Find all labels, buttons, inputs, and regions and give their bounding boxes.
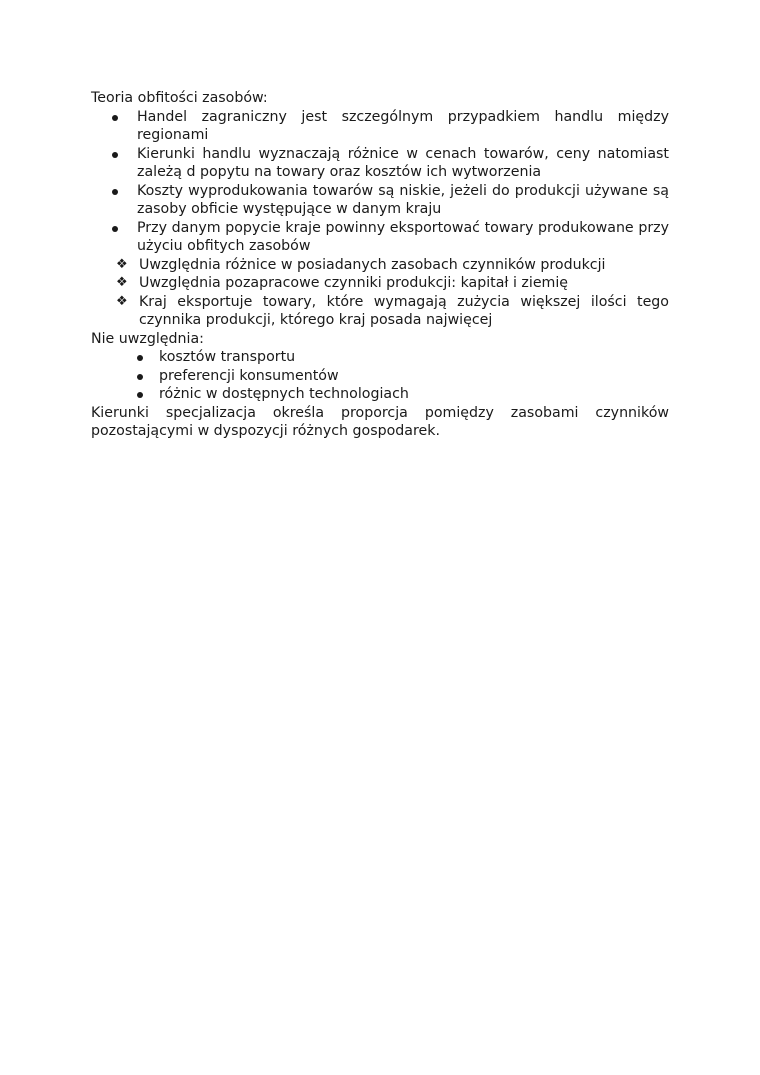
diamond-bullet-list bbox=[91, 256, 669, 330]
list-item bbox=[91, 348, 669, 367]
diamond-bullet-icon: ❖ bbox=[116, 293, 128, 309]
list-item-text: różnic w dostępnych technologiach bbox=[159, 386, 409, 402]
list-item-text: Uwzględnia różnice w posiadanych zasobach czynników produkcji bbox=[139, 256, 606, 273]
heading-paragraph: Teoria obfitości zasobów: bbox=[91, 90, 268, 106]
list-item bbox=[91, 367, 669, 386]
bullet-icon bbox=[137, 348, 143, 367]
diamond-bullet-icon: ❖ bbox=[116, 256, 128, 272]
list-item bbox=[91, 108, 669, 145]
list-item-text: Uwzględnia pozapracowe czynniki produkcji: kapitał i ziemię bbox=[139, 275, 569, 291]
list-item-text: Przy danym popycie kraje powinny eksportować towary produkowane przy użyciu obfitych zasobów bbox=[137, 219, 669, 254]
bullet-icon bbox=[112, 182, 118, 201]
bullet-icon bbox=[137, 385, 143, 404]
list-item-text: kosztów transportu bbox=[159, 349, 296, 365]
bullet-icon bbox=[112, 219, 118, 238]
list-item bbox=[91, 219, 669, 256]
bullet-icon bbox=[137, 367, 143, 386]
list-item-text: preferencji konsumentów bbox=[159, 367, 339, 384]
list-item-text: Kierunki handlu wyznaczają różnice w cenach towarów, ceny natomiast zależą d popytu na towary oraz kosztów ich wytworzenia bbox=[137, 145, 669, 180]
list-item bbox=[91, 274, 669, 293]
document-page bbox=[91, 89, 669, 441]
list-item bbox=[91, 293, 669, 330]
bullet-icon bbox=[112, 145, 118, 164]
bullet-icon bbox=[112, 108, 118, 127]
list-item-text: Handel zagraniczny jest szczególnym przypadkiem handlu między regionami bbox=[137, 108, 669, 143]
list-item bbox=[91, 182, 669, 219]
list-item bbox=[91, 385, 669, 404]
diamond-bullet-icon: ❖ bbox=[116, 275, 128, 290]
list-item bbox=[91, 145, 669, 182]
list-item bbox=[91, 256, 669, 275]
closing-paragraph: Kierunki specjalizacja określa proporcja pomiędzy zasobami czynników pozostającymi w dyspozycji różnych gospodarek. bbox=[91, 404, 669, 439]
list-item-text: Koszty wyprodukowania towarów są niskie, jeżeli do produkcji używane są zasoby obficie występujące w danym kraju bbox=[137, 182, 669, 217]
list-item-text: Kraj eksportuje towary, które wymagają zużycia większej ilości tego czynnika produkcji, którego kraj posada najwięcej bbox=[139, 293, 669, 328]
primary-bullet-list bbox=[91, 108, 669, 256]
secondary-bullet-list bbox=[91, 348, 669, 404]
subheading-paragraph: Nie uwzględnia: bbox=[91, 330, 204, 347]
